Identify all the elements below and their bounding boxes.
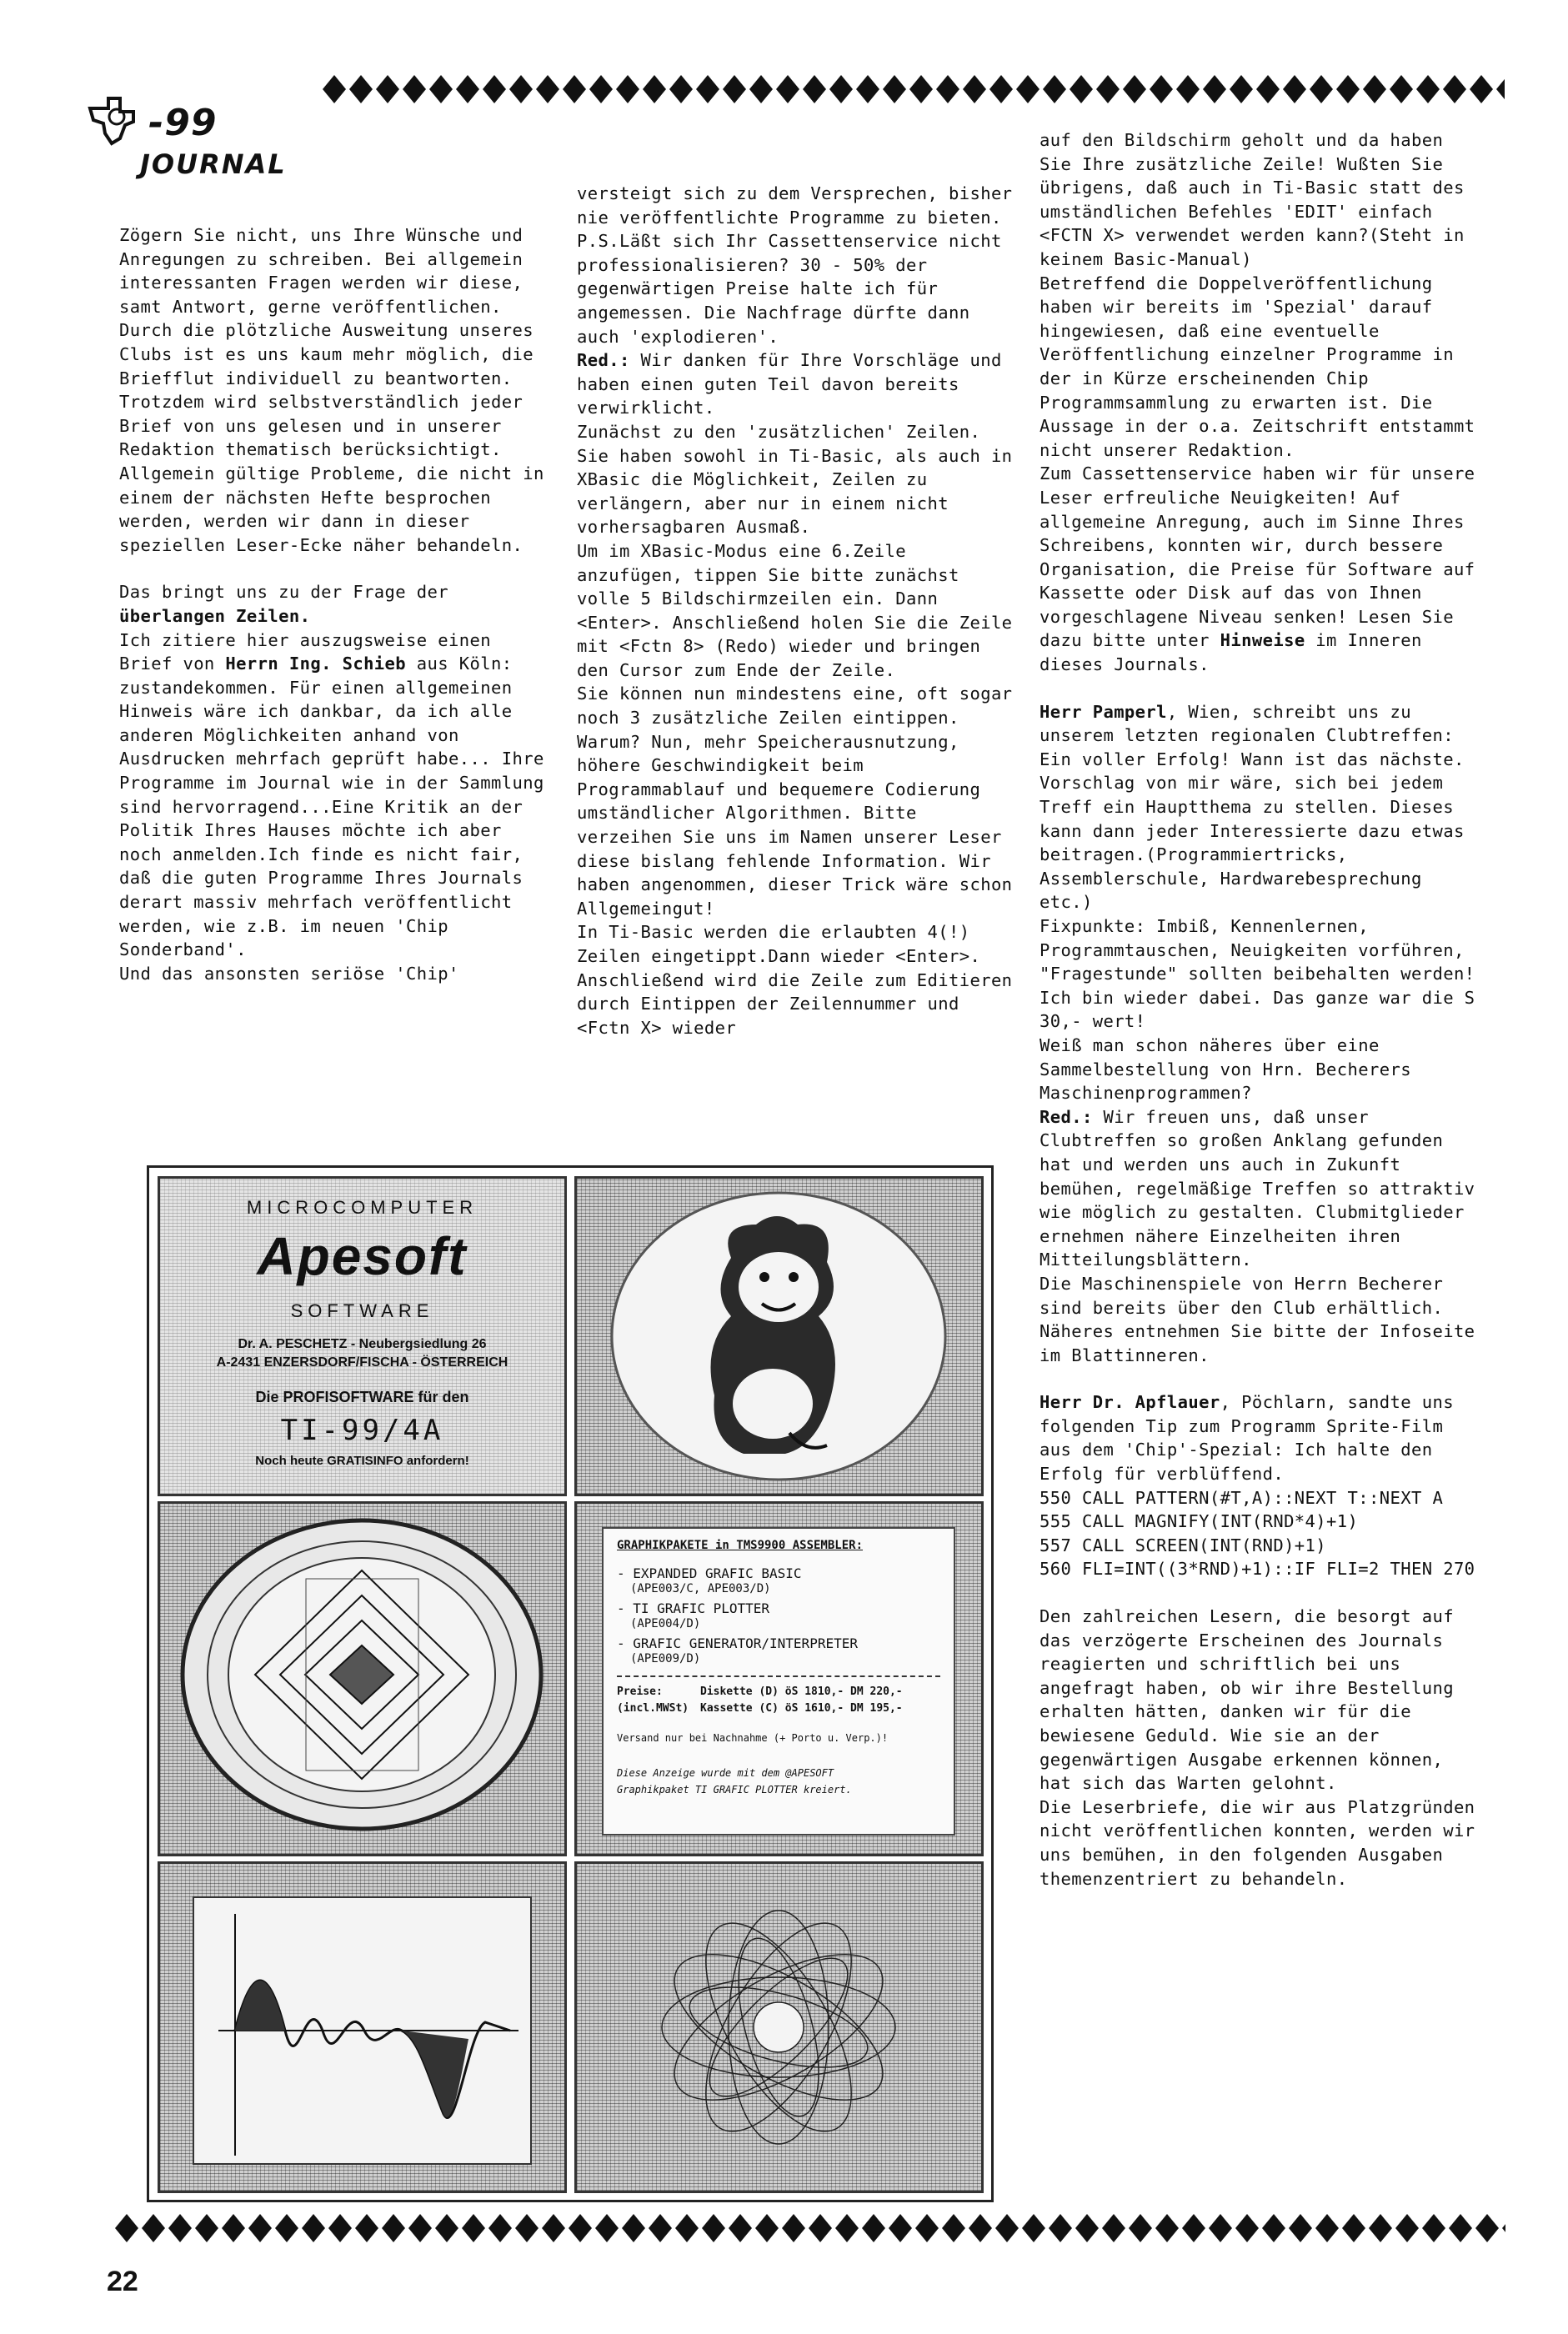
price-incl: (incl.MWSt): [617, 1702, 689, 1715]
text-run: im Inneren dieses Journals.: [1039, 630, 1433, 675]
ad-panel-waveform: [158, 1861, 567, 2193]
apesoft-brand-logo: Apesoft: [257, 1226, 468, 1286]
column-2: [577, 182, 1024, 1039]
paragraph: versteigt sich zu dem Versprechen, bisher nie veröffentlichte Programme zu bieten.: [577, 183, 1024, 228]
text-run: Ich zitiere hier auszugsweise einen Brief von: [119, 629, 502, 674]
paragraph: Trotzdem wird selbstverständlich jeder Brief von uns gelesen und in unserer Redaktion thematisch berücksichtigt.: [119, 392, 534, 460]
logo-word: JOURNAL: [140, 148, 287, 180]
red-label: Red.:: [577, 350, 630, 371]
red-label: Red.:: [1039, 1106, 1093, 1127]
paragraph: Sie können nun mindestens eine, oft sogar noch 3 zusätzliche Zeilen eintippen.: [577, 684, 1024, 729]
ad-panel-products: [574, 1501, 984, 1856]
paragraph: [1039, 1390, 1477, 1485]
price-label: Preise:: [617, 1685, 663, 1698]
text-run: Wir freuen uns, daß unser Clubtreffen so großen Anklang gefunden hat und werden uns auch in Zukunft bemühen, regelmäßige Treffen so attraktiv wie möglich zu gestalten. Clubmitglieder ernehmen nähere Einzelheiten ihren Mitteilungsblättern.: [1039, 1106, 1486, 1270]
credit-line-2: Graphikpaket TI GRAFIC PLOTTER kreiert.: [617, 1784, 852, 1796]
ad-panel-company: [158, 1176, 567, 1496]
bottom-diamond-border: [113, 2209, 1505, 2247]
spacer: [119, 557, 549, 580]
bold-name: Herr Dr. Apflauer: [1039, 1392, 1220, 1413]
paragraph: Um im XBasic-Modus eine 6.Zeile anzufügen, tippen Sie bitte zunächst volle 5 Bildschirmzeilen ein. Dann <Enter>. Anschließend holen Sie die Zeile mit <Fctn 8> (Redo) wieder und bringen den Cursor zum Ende der Zeile.: [577, 540, 1024, 680]
paragraph: Warum? Nun, mehr Speicherausnutzung, höhere Geschwindigkeit beim Programmablauf und bequemere Codierung umständlicher Algorithmen. Bitte verzeihen Sie uns im Namen unserer Leser diese bislang fehlende Information. Wir haben angenommen, dieser Trick wäre schon Allgemeingut!: [577, 731, 1024, 919]
credit-line-1: Diese Anzeige wurde mit dem @APESOFT: [617, 1767, 834, 1779]
moire-pattern-icon: [160, 1504, 564, 1854]
text-run: Wir danken für Ihre Vorschläge und haben einen guten Teil davon bereits verwirklicht.: [577, 350, 1013, 418]
ti-logo-icon: [83, 92, 150, 150]
column-3: [1039, 128, 1486, 1891]
divider: [617, 1675, 940, 1677]
paragraph: Die Leserbriefe, die wir aus Platzgründen nicht veröffentlichen konnten, werden wir uns bemühen, in den folgenden Ausgaben themenzentriert zu behandeln.: [1039, 1796, 1486, 1889]
pkg-item-3-code: (APE009/D): [630, 1652, 701, 1665]
paragraph: Ein voller Erfolg! Wann ist das nächste. Vorschlag von mir wäre, sich bei jedem Treff ein Hauptthema zu stellen. Dieses kann dann jeder Interessierte dazu etwas beitragen.(Programmiertricks, Assemblerschule, Hardwarebesprechung etc.): [1039, 749, 1475, 913]
bold-word: Hinweise: [1220, 630, 1305, 651]
product-card: [602, 1527, 955, 1836]
pkg-title: GRAPHIKPAKETE in TMS9900 ASSEMBLER:: [617, 1539, 864, 1552]
ape-illustration-icon: [577, 1179, 981, 1494]
code-line: 557 CALL SCREEN(INT(RND)+1): [1039, 1535, 1327, 1555]
paragraph: P.S.Läßt sich Ihr Cassettenservice nicht professionalisieren? 30 - 50% der gegenwärtigen Preise halte ich für angemessen. Die Nachfrage dürfte dann auch 'explodieren'.: [577, 231, 1013, 347]
column-1: [119, 223, 555, 985]
bold-name: Herrn Ing. Schieb: [225, 654, 407, 674]
ad-microcomputer: MICROCOMPUTER: [246, 1197, 478, 1218]
pkg-item-1: - EXPANDED GRAFIC BASIC: [617, 1565, 802, 1581]
logo-number: -99: [148, 102, 218, 144]
paragraph: Und das ansonsten seriöse 'Chip': [119, 963, 459, 984]
paragraph: [119, 629, 549, 676]
paragraph: Allgemein gültige Probleme, die nicht in einem der nächsten Hefte besprochen werden, werden wir dann in dieser speziellen Leser-Ecke näher behandeln.: [119, 463, 555, 555]
paragraph: [577, 348, 1017, 420]
apesoft-advertisement: [147, 1165, 994, 2202]
pkg-item-1-code: (APE003/C, APE003/D): [630, 1582, 771, 1595]
paragraph: [1039, 700, 1477, 748]
paragraph: Zögern Sie nicht, uns Ihre Wünsche und Anregungen zu schreiben. Bei allgemein interessanten Fragen werden wir diese, samt Antwort, gerne veröffentlichen.: [119, 225, 534, 317]
page-number: 22: [107, 2266, 138, 2297]
code-line: 550 CALL PATTERN(#T,A)::NEXT T::NEXT A: [1039, 1487, 1444, 1508]
spacer: [1039, 677, 1477, 700]
rosette-pattern-icon: [577, 1864, 981, 2191]
ad-machine: TI-99/4A: [280, 1414, 444, 1447]
code-line: 555 CALL MAGNIFY(INT(RND*4)+1): [1039, 1511, 1359, 1532]
paragraph: Durch die plötzliche Ausweitung unseres Clubs ist es uns kaum mehr möglich, die Briefflut individuell zu beantworten.: [119, 320, 544, 388]
paragraph: Fixpunkte: Imbiß, Kennenlernen, Programmtauschen, Neuigkeiten vorführen, "Fragestunde" sollten beibehalten werden! Ich bin wieder dabei. Das ganze war die S 30,- wert!: [1039, 916, 1486, 1032]
ad-panel-moire: [158, 1501, 567, 1856]
spacer: [1039, 1581, 1477, 1605]
pkg-item-3: - GRAFIC GENERATOR/INTERPRETER: [617, 1635, 858, 1651]
text-run: Zum Cassettenservice haben wir für unsere Leser erfreuliche Neuigkeiten! Auf allgemeine Anregung, auch im Sinne Ihres Schreibens, konnten wir, durch bessere Organisation, die Preise für Software auf Kassette oder Disk auf das von Ihnen vorgeschlagene Niveau senken! Lesen Sie dazu bitte unter: [1039, 463, 1486, 651]
bold-phrase: überlangen Zeilen.: [119, 605, 311, 626]
journal-logo: [83, 92, 300, 192]
pkg-item-2: - TI GRAFIC PLOTTER: [617, 1600, 770, 1616]
paragraph: Weiß man schon näheres über eine Sammelbestellung von Hrn. Becherers Maschinenprogrammen?: [1039, 1034, 1422, 1104]
price-disk: Diskette (D) öS 1810,- DM 220,-: [700, 1685, 903, 1698]
text-run: , Wien, schreibt uns zu unserem letzten regionalen Clubtreffen:: [1039, 701, 1454, 746]
paragraph: Die Maschinenspiele von Herrn Becherer sind bereits über den Club erhältlich. Näheres entnehmen Sie bitte der Infoseite im Blattinneren.: [1039, 1273, 1486, 1365]
shipping-note: Versand nur bei Nachnahme (+ Porto u. Verp.)!: [617, 1732, 889, 1744]
ad-panel-ape: [574, 1176, 984, 1496]
ad-gratisinfo: Noch heute GRATISINFO anfordern!: [255, 1454, 469, 1468]
paragraph: In Ti-Basic werden die erlaubten 4(!) Zeilen eingetippt.Dann wieder <Enter>. Anschließend wird die Zeile zum Editieren durch Eintippen der Zeilennummer und <Fctn X> wieder: [577, 922, 1024, 1038]
text-run: , Pöchlarn, sandte uns folgenden Tip zum Programm Sprite-Film aus dem 'Chip'-Spezial: Ich halte den Erfolg für verblüffend.: [1039, 1392, 1465, 1485]
paragraph: Zunächst zu den 'zusätzlichen' Zeilen. Sie haben sowohl in Ti-Basic, als auch in XBasic die Möglichkeit, Zeilen zu verlängern, aber nur in einem nicht vorhersagbaren Ausmaß.: [577, 421, 1024, 538]
paragraph: [1039, 1105, 1486, 1272]
paragraph: Den zahlreichen Lesern, die besorgt auf das verzögerte Erscheinen des Journals reagierten und schriftlich bei uns angefragt haben, ob wir ihre Bestellung erhalten hätten, danken wir für die bewiesene Geduld. Wie sie an der gegenwärtigen Ausgabe erkennen können, hat sich das Warten gelohnt.: [1039, 1606, 1465, 1794]
paragraph: zustandekommen. Für einen allgemeinen Hinweis wäre ich dankbar, da ich alle anderen Möglichkeiten anhand von Ausdrucken mehrfach geprüft habe... Ihre Programme im Journal wie in der Sammlung sind hervorragend...Eine Kritik an der Politik Ihres Hauses möchte ich aber noch anmelden.Ich finde es nicht fair, daß die guten Programme Ihres Journals derart massiv mehrfach veröffentlicht werden, wie z.B. im neuen 'Chip Sonderband'.: [119, 677, 555, 960]
ad-tagline: Die PROFISOFTWARE für den: [255, 1389, 469, 1405]
paragraph: Betreffend die Doppelveröffentlichung haben wir bereits im 'Spezial' darauf hingewiesen, daß eine eventuelle Veröffentlichung einzelner Programme in der in Kürze erscheinenden Chip Programmsammlung zu erwarten ist. Die Aussage in der o.a. Zeitschrift entstammt nicht unserer Redaktion.: [1039, 273, 1486, 460]
text-run: Das bringt uns zu der Frage der: [119, 582, 459, 603]
bold-name: Herr Pamperl: [1039, 701, 1167, 722]
text-run: aus Köln:: [406, 654, 513, 674]
top-diamond-border: [321, 70, 1505, 108]
paragraph: auf den Bildschirm geholt und da haben Sie Ihre zusätzliche Zeile! Wußten Sie übrigens, daß auch in Ti-Basic statt des umständlichen Befehles 'EDIT' einfach <FCTN X> verwendet werden kann?(Steht in keinem Basic-Manual): [1039, 130, 1475, 269]
spacer: [1039, 1367, 1477, 1390]
price-cassette: Kassette (C) öS 1610,- DM 195,-: [700, 1702, 903, 1715]
waveform-plot-icon: [160, 1864, 564, 2191]
ad-panel-rosette: [574, 1861, 984, 2193]
ad-address-line-2: A-2431 ENZERSDORF/FISCHA - ÖSTERREICH: [216, 1355, 508, 1370]
pkg-item-2-code: (APE004/D): [630, 1617, 701, 1630]
ad-software: SOFTWARE: [290, 1300, 434, 1321]
ad-address-line-1: Dr. A. PESCHETZ - Neubergsiedlung 26: [238, 1337, 487, 1351]
paragraph: [1039, 462, 1486, 676]
code-line: 560 FLI=INT((3*RND)+1)::IF FLI=2 THEN 270: [1039, 1559, 1475, 1580]
paragraph: [119, 580, 549, 628]
